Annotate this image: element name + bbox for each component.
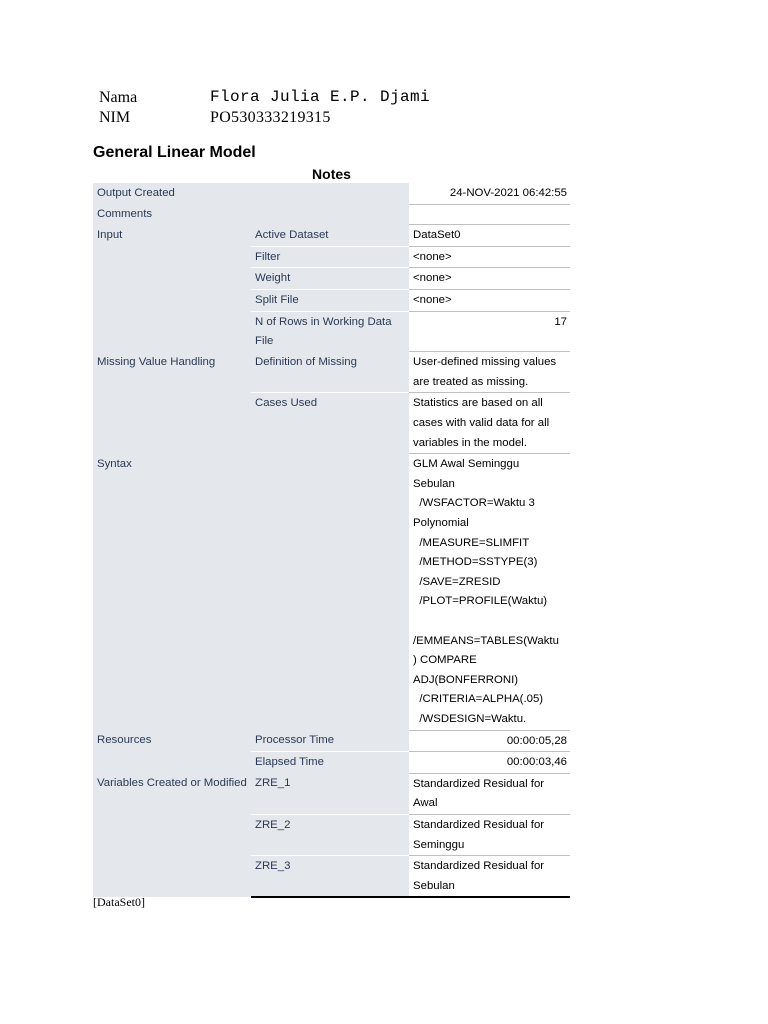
sub-label-definition-missing: Definition of Missing bbox=[251, 352, 409, 393]
sub-label-split-file: Split File bbox=[251, 289, 409, 311]
sub-label-processor-time: Processor Time bbox=[251, 730, 409, 752]
sub-label-cases-used: Cases Used bbox=[251, 393, 409, 454]
sub-label-filter: Filter bbox=[251, 246, 409, 268]
dataset-footer: [DataSet0] bbox=[93, 895, 145, 909]
notes-table bbox=[93, 183, 570, 898]
value-weight: <none> bbox=[409, 268, 570, 290]
row-label-resources: Resources bbox=[93, 730, 251, 773]
value-n-rows: 17 bbox=[409, 311, 570, 352]
value-filter: <none> bbox=[409, 246, 570, 268]
sub-label-active-dataset: Active Dataset bbox=[251, 225, 409, 247]
row-label-missing: Missing Value Handling bbox=[93, 352, 251, 454]
nim-value: PO530333219315 bbox=[210, 109, 331, 126]
table-title: Notes bbox=[312, 166, 351, 182]
value-elapsed-time: 00:00:03,46 bbox=[409, 752, 570, 774]
row-label-input: Input bbox=[93, 225, 251, 352]
sub-label-zre2: ZRE_2 bbox=[251, 814, 409, 855]
value-definition-missing: User-defined missing values are treated as missing. bbox=[409, 352, 570, 393]
value-active-dataset: DataSet0 bbox=[409, 225, 570, 247]
sub-label-zre1: ZRE_1 bbox=[251, 773, 409, 814]
value-split-file: <none> bbox=[409, 289, 570, 311]
section-title: General Linear Model bbox=[93, 144, 256, 161]
sub-label-zre3: ZRE_3 bbox=[251, 856, 409, 898]
row-label-syntax: Syntax bbox=[93, 454, 409, 730]
sub-label-weight: Weight bbox=[251, 268, 409, 290]
value-zre2: Standardized Residual for Seminggu bbox=[409, 814, 570, 855]
table-row bbox=[93, 183, 570, 204]
row-label-variables: Variables Created or Modified bbox=[93, 773, 251, 897]
nim-label: NIM bbox=[99, 109, 131, 126]
sub-label-elapsed-time: Elapsed Time bbox=[251, 752, 409, 774]
row-label-comments: Comments bbox=[93, 204, 409, 225]
student-info bbox=[99, 88, 430, 127]
table-row bbox=[93, 730, 570, 752]
sub-label-n-rows: N of Rows in Working Data File bbox=[251, 311, 409, 352]
value-comments bbox=[409, 204, 570, 225]
table-row bbox=[93, 773, 570, 814]
value-processor-time: 00:00:05,28 bbox=[409, 730, 570, 752]
table-row bbox=[93, 204, 570, 225]
value-zre1: Standardized Residual for Awal bbox=[409, 773, 570, 814]
value-cases-used: Statistics are based on all cases with valid data for all variables in the model. bbox=[409, 393, 570, 454]
value-syntax: GLM Awal Seminggu Sebulan /WSFACTOR=Waktu 3 Polynomial /MEASURE=SLIMFIT /METHOD=SSTYPE(3) /SAVE=ZRESID /PLOT=PROFILE(Waktu) /EMMEANS=TABLES(Waktu ) COMPARE ADJ(BONFERRONI) /CRITERIA=ALPHA(.05) /WSDESIGN=Waktu. bbox=[409, 454, 570, 730]
value-output-created: 24-NOV-2021 06:42:55 bbox=[409, 183, 570, 204]
nama-value: Flora Julia E.P. Djami bbox=[210, 88, 431, 106]
table-row bbox=[93, 352, 570, 393]
table-row bbox=[93, 454, 570, 730]
table-row bbox=[93, 225, 570, 247]
value-zre3: Standardized Residual for Sebulan bbox=[409, 856, 570, 898]
row-label-output-created: Output Created bbox=[93, 183, 409, 204]
nama-label: Nama bbox=[99, 89, 138, 106]
